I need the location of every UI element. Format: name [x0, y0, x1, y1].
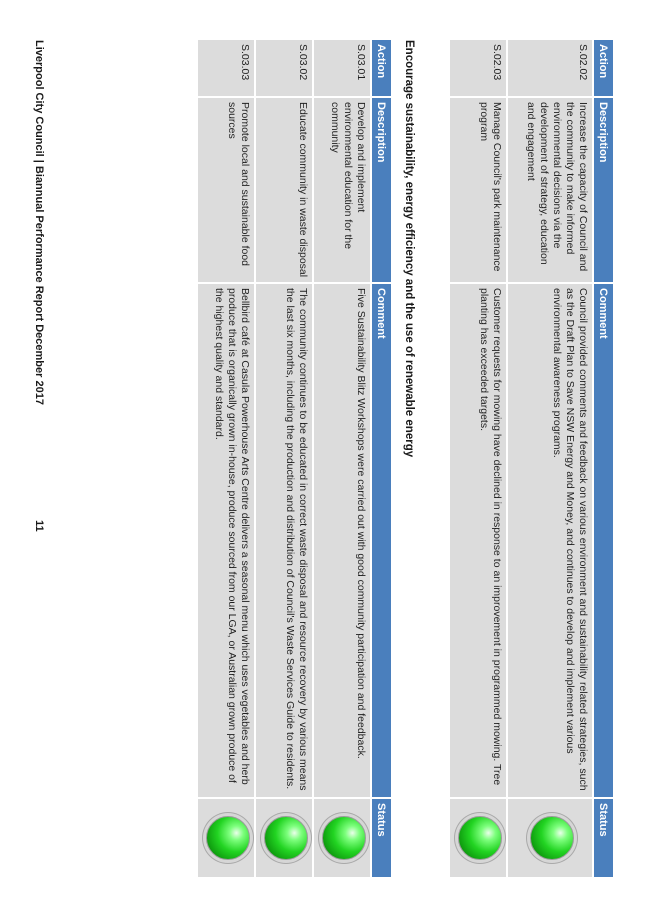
action-code: S.02.03 — [450, 40, 508, 98]
action-description: Manage Council's park maintenance program — [450, 98, 508, 284]
green-status-orb-icon — [530, 816, 574, 860]
page-footer — [33, 40, 45, 860]
header-status: Status — [594, 799, 613, 877]
table-header-row — [372, 40, 391, 877]
status-cell — [256, 799, 314, 877]
header-comment: Comment — [594, 284, 613, 799]
action-code: S.03.01 — [314, 40, 372, 98]
action-code: S.02.02 — [508, 40, 594, 98]
green-status-orb-icon — [322, 816, 366, 860]
status-cell — [450, 799, 508, 877]
action-description: Educate community in waste disposal — [256, 98, 314, 284]
actions-table-s03 — [198, 40, 391, 877]
green-status-orb-icon — [206, 816, 250, 860]
action-comment: The community continues to be educated in correct waste disposal and resource recovery by various means the last six months, including the production and distribution of Council's Waste Services Guide to residents. — [256, 284, 314, 799]
table-row — [450, 40, 508, 877]
header-description: Description — [372, 98, 391, 284]
header-comment: Comment — [372, 284, 391, 799]
action-description: Develop and implement environmental education for the community — [314, 98, 372, 284]
action-comment: Bellbird café at Casula Powerhouse Arts Centre delivers a seasonal menu which uses vegetables and herb produce that is organically grown in-house, produce sourced from our LGA, or Australian grown produce of the highest quality and standard. — [198, 284, 256, 799]
action-comment: Five Sustainability Blitz Workshops were carried out with good community participation and feedback. — [314, 284, 372, 799]
header-description: Description — [594, 98, 613, 284]
page-number: 11 — [33, 520, 45, 532]
footer-text: Liverpool City Council | Biannual Performance Report December 2017 — [33, 40, 45, 405]
section-heading: Encourage sustainability, energy efficiency and the use of renewable energy — [403, 40, 415, 458]
header-action: Action — [372, 40, 391, 98]
header-status: Status — [372, 799, 391, 877]
actions-table-s02 — [450, 40, 613, 877]
table-row — [256, 40, 314, 877]
action-description: Promote local and sustainable food sources — [198, 98, 256, 284]
table-row — [508, 40, 594, 877]
status-cell — [314, 799, 372, 877]
action-description: Increase the capacity of Council and the community to make informed environmental decisions via the development of strategy, education and engagement — [508, 98, 594, 284]
action-comment: Customer requests for mowing have declined in response to an improvement in programmed mowing. Tree planting has exceeded targets. — [450, 284, 508, 799]
status-cell — [508, 799, 594, 877]
action-code: S.03.02 — [256, 40, 314, 98]
green-status-orb-icon — [264, 816, 308, 860]
action-comment: Council provided comments and feedback on various environment and sustainability related strategies, such as the Draft Plan to Save NSW Energy and Money, and continues to develop and implement various environmental awareness programs. — [508, 284, 594, 799]
table-header-row — [594, 40, 613, 877]
status-cell — [198, 799, 256, 877]
header-action: Action — [594, 40, 613, 98]
action-code: S.03.03 — [198, 40, 256, 98]
table-row — [198, 40, 256, 877]
green-status-orb-icon — [458, 816, 502, 860]
table-row — [314, 40, 372, 877]
